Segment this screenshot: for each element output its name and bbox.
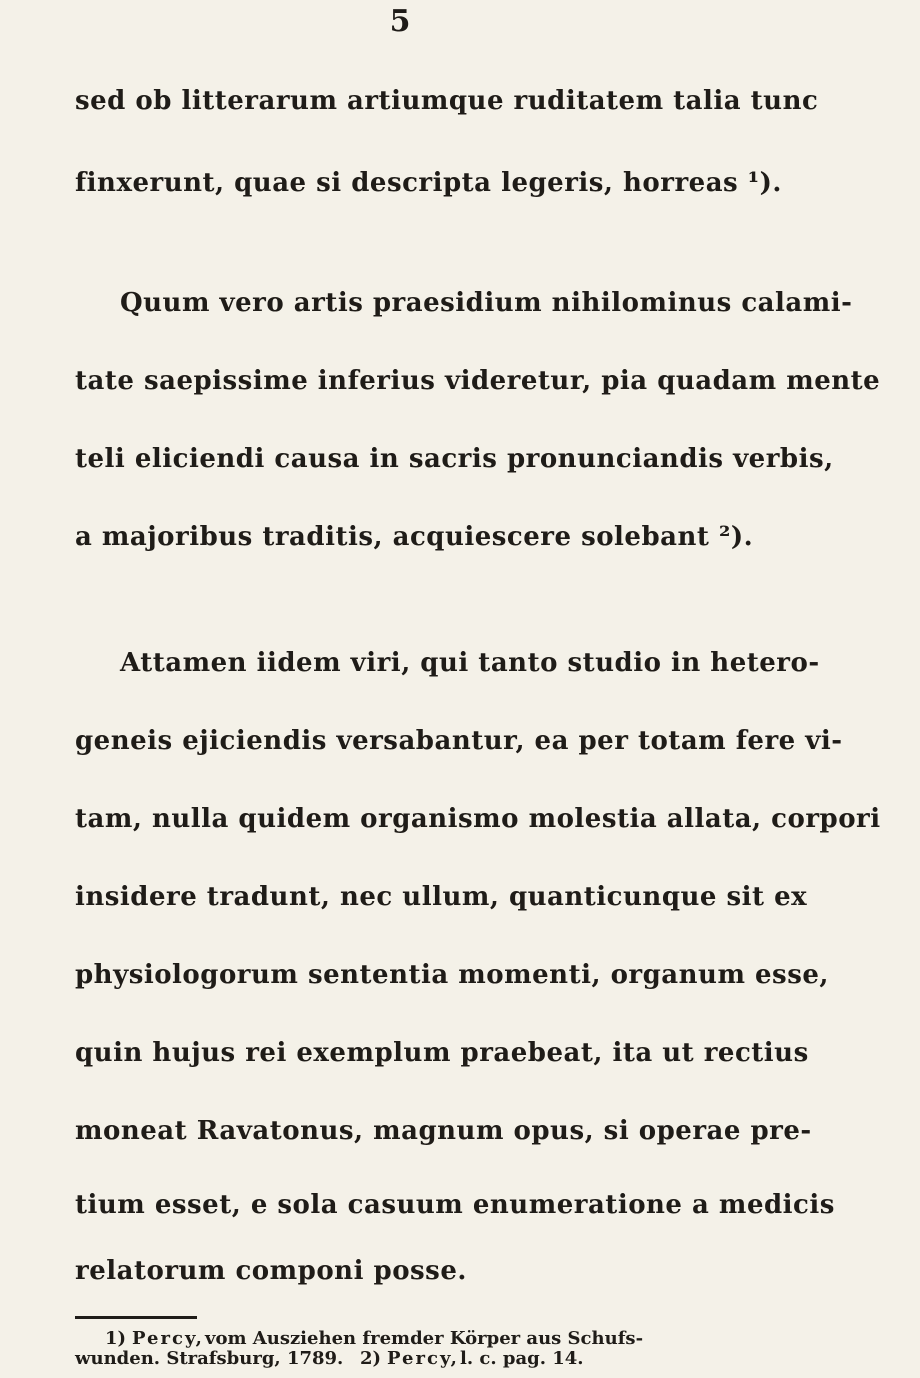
text-line: finxerunt, quae si descripta legeris, horreas ¹). <box>75 168 782 198</box>
footnote-1-continuation: wunden. Strafsburg, 1789. <box>75 1348 344 1369</box>
page-number: 5 <box>389 4 411 39</box>
footnote-2-number: 2) <box>360 1348 382 1369</box>
text-line: tium esset, e sola casuum enumeratione a medicis <box>75 1190 835 1220</box>
footnote-1-author: Percy, <box>132 1328 204 1349</box>
text-line: teli eliciendi causa in sacris pronunciandis verbis, <box>75 444 834 474</box>
text-line: geneis ejiciendis versabantur, ea per totam fere vi- <box>75 726 843 756</box>
footnote-1-text: vom Ausziehen fremder Körper aus Schufs- <box>205 1328 644 1349</box>
text-line: relatorum componi posse. <box>75 1256 467 1286</box>
text-line: moneat Ravatonus, magnum opus, si operae pre- <box>75 1116 812 1146</box>
text-line: tam, nulla quidem organismo molestia allata, corpori <box>75 804 881 834</box>
footnote-2-author: Percy, <box>387 1348 459 1369</box>
footnote-1-number: 1) <box>105 1328 127 1349</box>
text-line: tate saepissime inferius videretur, pia quadam mente <box>75 366 881 396</box>
footnote-2-text: l. c. pag. 14. <box>460 1348 584 1369</box>
text-line: insidere tradunt, nec ullum, quanticunque sit ex <box>75 882 808 912</box>
text-line: quin hujus rei exemplum praebeat, ita ut rectius <box>75 1038 809 1068</box>
text-line: Quum vero artis praesidium nihilominus calami- <box>120 288 853 318</box>
text-line: sed ob litterarum artiumque ruditatem talia tunc <box>75 86 819 116</box>
text-line: physiologorum sententia momenti, organum esse, <box>75 960 829 990</box>
text-line: a majoribus traditis, acquiescere solebant ²). <box>75 522 754 552</box>
text-line: Attamen iidem viri, qui tanto studio in hetero- <box>120 648 820 678</box>
